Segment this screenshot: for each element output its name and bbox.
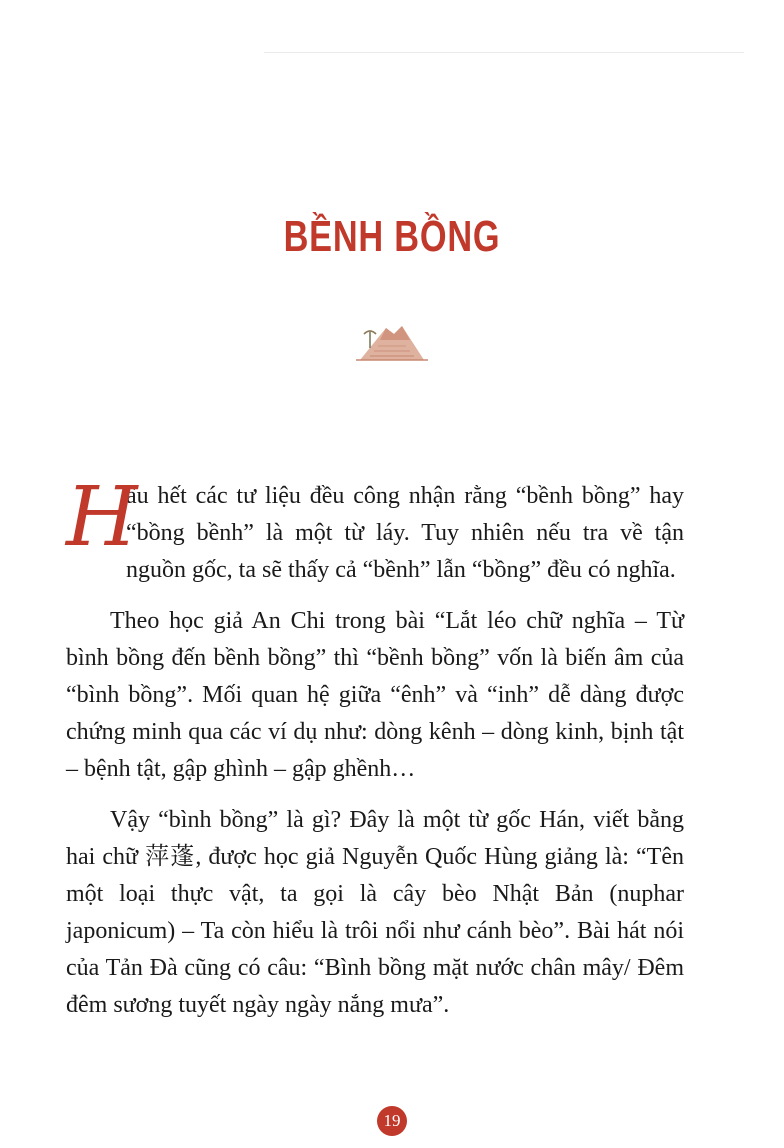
page-number-badge: 19 — [377, 1106, 407, 1136]
body-text — [66, 470, 684, 1038]
show-through-running-head — [454, 26, 704, 46]
mountain-ornament-icon — [350, 320, 434, 362]
paragraph-1-text: ầu hết các tư liệu đều công nhận rằng “bềnh bồng” hay “bồng bềnh” là một từ láy. Tuy nhiên nếu tra về tận nguồn gốc, ta sẽ thấy cả “bềnh” lẫn “bồng” đều có nghĩa. — [126, 483, 684, 583]
paragraph-3: Vậy “bình bồng” là gì? Đây là một từ gốc Hán, viết bằng hai chữ 萍蓬, được học giả Nguyễn Quốc Hùng giảng là: “Tên một loại thực vật, ta gọi là cây bèo Nhật Bản (nuphar japonicum) – Ta còn hiểu là trôi nổi như cánh bèo”. Bài hát nói của Tản Đà cũng có câu: “Bình bồng mặt nước chân mây/ Đêm đêm sương tuyết ngày ngày nắng mưa”. — [66, 807, 684, 1018]
paragraph-2: Theo học giả An Chi trong bài “Lắt léo chữ nghĩa – Từ bình bồng đến bềnh bồng” thì “bềnh bồng” vốn là biến âm của “bình bồng”. Mối quan hệ giữa “ênh” và “inh” dễ dàng được chứng minh qua các ví dụ như: dòng kênh – dòng kinh, bịnh tật – bệnh tật, gập ghình – gập ghềnh… — [66, 608, 684, 782]
show-through-rule — [264, 52, 744, 53]
chapter-title: BỀNH BỒNG — [283, 212, 501, 261]
drop-cap: H — [66, 470, 138, 565]
paragraph-1 — [66, 470, 684, 589]
